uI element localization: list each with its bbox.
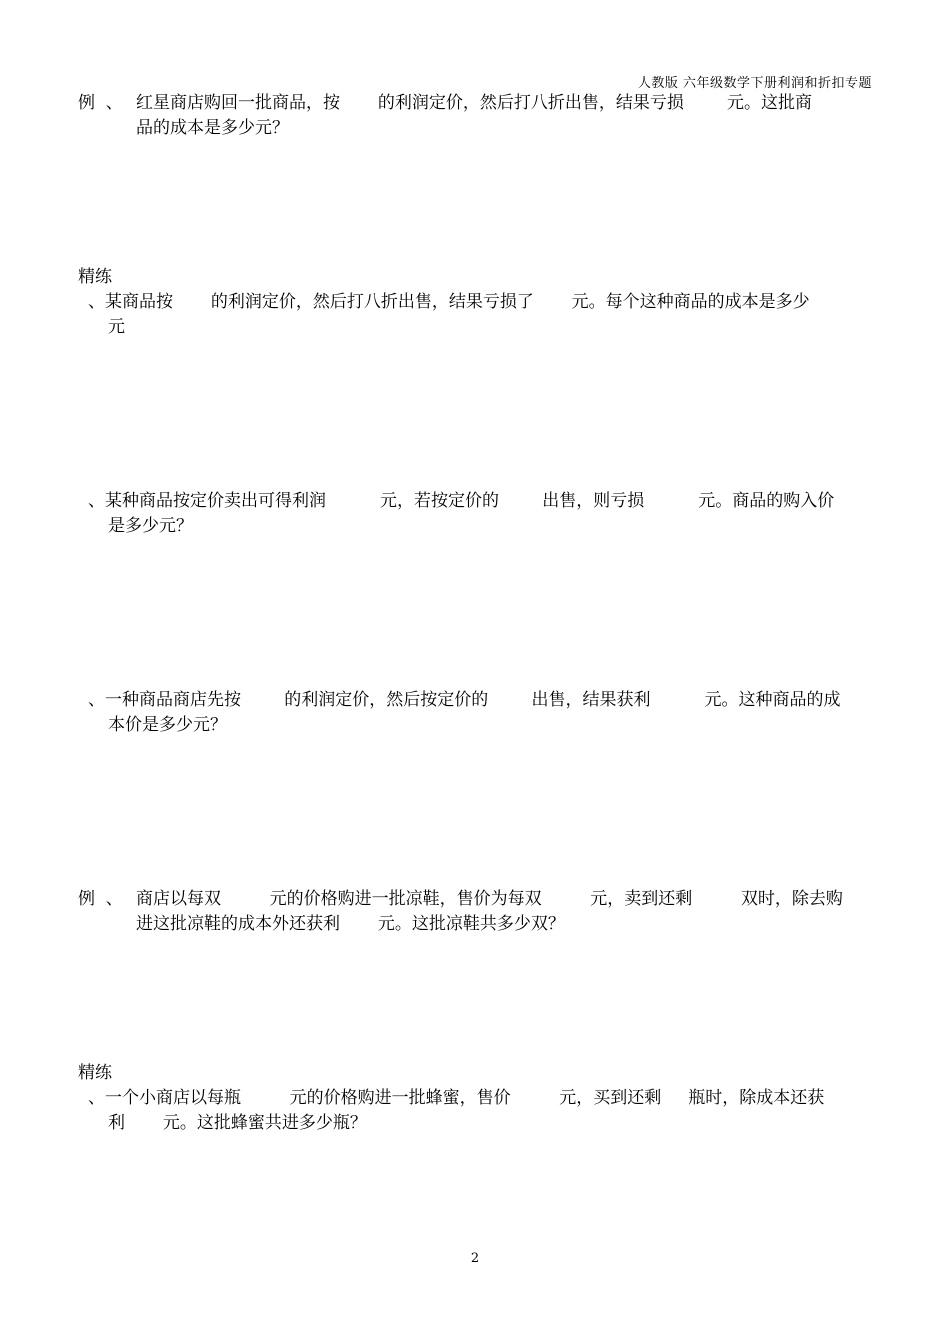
practice2-q1-line1: 、一个小商店以每瓶 元的价格购进一批蜂蜜，售价 元，买到还剩 瓶时，除成本还获: [88, 1088, 825, 1108]
example2-line1: 商店以每双 元的价格购进一批凉鞋，售价为每双 元，卖到还剩 双时，除去购: [136, 889, 843, 909]
example1-line2: 品的成本是多少元？: [136, 118, 289, 138]
practice1-q1-line1: 、某商品按 的利润定价，然后打八折出售，结果亏损了 元。每个这种商品的成本是多少: [88, 292, 810, 312]
practice1-q1-line2: 元: [108, 317, 125, 337]
page-number: 2: [470, 1251, 480, 1266]
practice2-q1-line2: 利 元。这批蜂蜜共进多少瓶？: [108, 1113, 367, 1133]
example1-line1: 红星商店购回一批商品，按 的利润定价，然后打八折出售，结果亏损 元。这批商: [136, 93, 813, 113]
practice1-q3-line2: 本价是多少元？: [108, 715, 227, 735]
practice1-q3-line1: 、一种商品商店先按 的利润定价，然后按定价的 出售，结果获利 元。这种商品的成: [88, 690, 841, 710]
practice1-title: 精练: [78, 267, 112, 287]
example1-label: 例 、: [78, 93, 123, 113]
practice1-q2-line1: 、某种商品按定价卖出可得利润 元，若按定价的 出售，则亏损 元。商品的购入价: [88, 491, 835, 511]
page-header: 人教版 六年级数学下册利润和折扣专题: [637, 76, 872, 91]
example2-label: 例 、: [78, 889, 123, 909]
practice2-title: 精练: [78, 1063, 112, 1083]
example2-line2: 进这批凉鞋的成本外还获利 元。这批凉鞋共多少双？: [136, 914, 565, 934]
practice1-q2-line2: 是多少元？: [108, 516, 193, 536]
